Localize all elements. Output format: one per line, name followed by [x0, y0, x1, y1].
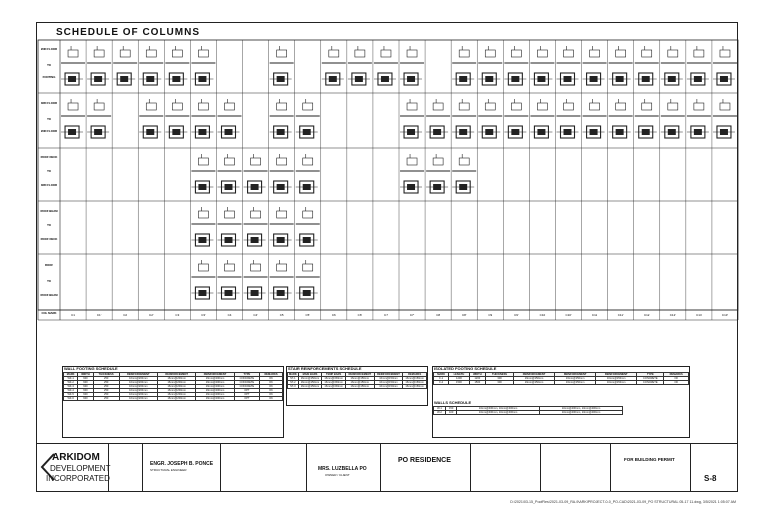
column-section-mark: [94, 50, 104, 57]
column-mark-label: C2': [149, 313, 154, 317]
row-label: ROOF: [44, 263, 54, 267]
column-section-mark: [668, 103, 678, 110]
table-cell: WF-3: [64, 385, 78, 389]
column-section-mark: [68, 103, 78, 110]
table-cell: 16mm@200mm: [196, 377, 234, 381]
column-section-mark: [303, 211, 313, 218]
table-cell: 10mm@400mm, 10mm@400mm: [457, 411, 540, 415]
row-label: ROOF DECK: [40, 237, 58, 241]
table-cell: 16mm@150mm: [345, 381, 374, 385]
table-cell: 16mm@200mm: [119, 397, 157, 401]
column-section-mark: [459, 158, 469, 165]
row-label: TO: [47, 63, 51, 67]
column-mark-label: C1: [71, 313, 75, 317]
column-section-mark: [277, 158, 287, 165]
table-cell: 16mm@200mm: [196, 393, 234, 397]
walls-table: [433, 406, 623, 415]
table-cell: 16mm@150mm: [403, 377, 427, 381]
table-cell: 16mm@150mm: [555, 381, 596, 385]
table-cell: WF-4: [64, 389, 78, 393]
column-section-mark: [537, 103, 547, 110]
stair-title: STAIR REINFORCEMENTS SCHEDULE: [288, 366, 362, 371]
row-label: 3RD FLOOR: [40, 101, 58, 105]
table-header: TEMP BARS: [322, 373, 346, 377]
column-section-mark: [251, 158, 261, 165]
column-section-mark: [511, 50, 521, 57]
table-cell: 16mm@200mm: [119, 393, 157, 397]
column-mark-label: C10': [565, 313, 572, 317]
table-row: [64, 397, 283, 401]
wall-footing-title: WALL FOOTING SCHEDULE: [64, 366, 118, 371]
column-section-mark: [225, 103, 235, 110]
column-section-mark: [485, 103, 495, 110]
table-cell: 10mm@400mm, 10mm@400mm: [457, 407, 540, 411]
table-cell: 250: [93, 385, 119, 389]
table-cell: 16mm@200mm: [196, 389, 234, 393]
table-cell: ST-3: [288, 385, 299, 389]
column-section-mark: [694, 103, 704, 110]
table-cell: W-1: [434, 407, 446, 411]
column-mark-label: C8': [461, 313, 467, 317]
table-cell: 16mm@150mm: [403, 385, 427, 389]
table-cell: 16mm@150mm: [374, 377, 403, 381]
table-cell: 10mm@400mm, 10mm@400mm: [540, 411, 623, 415]
table-cell: 16mm@200mm: [119, 381, 157, 385]
column-section-mark: [511, 103, 521, 110]
column-section-mark: [303, 158, 313, 165]
column-mark-label: C3: [175, 313, 180, 317]
walls-schedule-title: WALLS SCHEDULE: [434, 400, 472, 405]
table-cell: 600: [78, 381, 93, 385]
column-section-mark: [146, 103, 156, 110]
sheet-title: SCHEDULE OF COLUMNS: [56, 27, 200, 38]
table-cell: 1200: [449, 377, 469, 381]
column-mark-label: C7: [384, 313, 388, 317]
table-header: REMARKS: [260, 373, 283, 377]
column-mark-label: C7': [409, 313, 415, 317]
table-cell: 16mm@150mm: [345, 377, 374, 381]
column-section-mark: [407, 158, 417, 165]
table-header: MARK: [288, 373, 297, 376]
table-cell: 16mm@200mm: [158, 389, 196, 393]
table-header: LENGTH: [449, 373, 469, 377]
column-mark-label: C12': [669, 313, 676, 317]
tb-divider: [108, 443, 109, 492]
table-cell: 16mm@150mm: [345, 385, 374, 389]
column-mark-label: C12: [643, 313, 650, 317]
column-section-mark: [433, 158, 443, 165]
table-cell: 300: [486, 377, 514, 381]
table-row: [434, 411, 623, 415]
table-cell: 16mm@200mm: [119, 377, 157, 381]
column-section-mark: [381, 50, 391, 57]
table-cell: 600: [78, 389, 93, 393]
table-header: WIDTH: [78, 373, 93, 377]
column-mark-label: C13: [696, 313, 702, 317]
column-section-mark: [329, 50, 339, 57]
column-section-mark: [225, 211, 235, 218]
row-label: ROOF BEAM: [40, 293, 58, 297]
table-cell: 16mm@150mm: [298, 381, 322, 385]
column-mark-label: C6': [357, 313, 363, 317]
column-mark-label: C11: [591, 313, 598, 317]
column-section-mark: [251, 264, 261, 271]
column-section-mark: [277, 50, 287, 57]
column-section-mark: [564, 103, 574, 110]
table-header: WIDTH: [469, 373, 486, 377]
column-section-mark: [433, 103, 443, 110]
table-cell: WF-6: [64, 397, 78, 401]
table-cell: CONCRETE: [637, 381, 664, 385]
table-header: REMARKS: [403, 373, 427, 377]
column-section-mark: [590, 50, 600, 57]
column-section-mark: [198, 103, 208, 110]
tb-divider: [220, 443, 221, 492]
table-cell: 16mm@200mm: [196, 397, 234, 401]
table-cell: 1500: [469, 381, 486, 385]
column-section-mark: [198, 264, 208, 271]
table-cell: 16mm@200mm: [158, 381, 196, 385]
table-header: REINFORCEMENT: [196, 373, 234, 377]
engineer-role: STRUCTURAL ENGINEER: [150, 468, 187, 472]
row-label: TO: [47, 117, 51, 121]
table-cell: WF-1: [64, 377, 78, 381]
row-label: TO: [47, 169, 51, 173]
column-section-mark: [459, 103, 469, 110]
column-section-mark: [277, 264, 287, 271]
project-name: PO RESIDENCE: [398, 457, 451, 464]
table-cell: OK: [260, 393, 283, 397]
table-header: REINFORCEMENT: [596, 373, 637, 377]
table-row: [288, 377, 427, 381]
table-header: MARK: [64, 373, 78, 377]
column-section-mark: [590, 103, 600, 110]
table-cell: 16mm@150mm: [374, 381, 403, 385]
column-section-mark: [616, 50, 626, 57]
column-section-mark: [198, 158, 208, 165]
table-cell: 250: [93, 377, 119, 381]
table-cell: 600: [78, 397, 93, 401]
table-cell: 600: [78, 377, 93, 381]
table-cell: OK: [260, 389, 283, 393]
table-cell: CONCRETE: [234, 381, 259, 385]
column-section-mark: [198, 50, 208, 57]
table-header: REINFORCEMENT: [119, 373, 157, 377]
table-cell: W-2: [434, 411, 446, 415]
column-section-mark: [225, 158, 235, 165]
table-cell: 250: [93, 389, 119, 393]
table-cell: 16mm@200mm: [158, 397, 196, 401]
column-mark-label: C5: [279, 313, 284, 317]
column-mark-label: C9': [514, 313, 519, 317]
row-label: ROOF BEAM: [40, 209, 58, 213]
table-cell: 250: [93, 397, 119, 401]
column-section-mark: [198, 211, 208, 218]
table-cell: WF-5: [64, 393, 78, 397]
table-cell: OPT: [234, 397, 259, 401]
table-header: MARK: [434, 373, 449, 377]
column-section-mark: [277, 103, 287, 110]
row-label: 2ND FLOOR: [40, 47, 58, 51]
table-row: [288, 381, 427, 385]
column-mark-label: C3': [201, 313, 206, 317]
column-section-mark: [720, 50, 730, 57]
tb-divider: [380, 443, 381, 492]
column-section-mark: [720, 103, 730, 110]
tb-divider: [540, 443, 541, 492]
row-label: TO: [47, 223, 51, 227]
row-label: 2ND FLOOR: [40, 129, 58, 133]
table-cell: F-2: [434, 381, 449, 385]
table-cell: WF-2: [64, 381, 78, 385]
column-section-mark: [355, 50, 365, 57]
table-cell: 16mm@150mm: [555, 377, 596, 381]
table-cell: CONCRETE: [234, 377, 259, 381]
table-header: MAIN BARS: [298, 373, 322, 377]
column-section-mark: [120, 50, 130, 57]
table-cell: CONCRETE: [234, 385, 259, 389]
column-section-mark: [407, 103, 417, 110]
table-cell: 16mm@200mm: [196, 381, 234, 385]
permit-purpose: FOR BUILDING PERMIT: [624, 457, 675, 462]
table-cell: 600: [78, 393, 93, 397]
column-section-mark: [277, 211, 287, 218]
table-cell: 16mm@150mm: [513, 377, 554, 381]
company-name-1: ARKIDOM: [52, 452, 100, 463]
table-cell: 16mm@150mm: [298, 385, 322, 389]
table-cell: 150: [446, 407, 457, 411]
table-cell: 16mm@150mm: [513, 381, 554, 385]
table-cell: 16mm@150mm: [298, 377, 322, 381]
table-cell: 100: [446, 411, 457, 415]
table-cell: OK: [664, 377, 689, 381]
column-section-mark: [172, 103, 182, 110]
table-header: REMARKS: [664, 373, 689, 377]
table-cell: 1500: [449, 381, 469, 385]
column-section-mark: [694, 50, 704, 57]
column-section-mark: [225, 264, 235, 271]
table-cell: 16mm@150mm: [374, 385, 403, 389]
row-label: FOOTING: [42, 75, 56, 79]
column-section-mark: [68, 50, 78, 57]
table-cell: OK: [260, 397, 283, 401]
tb-divider: [610, 443, 611, 492]
table-header: REINFORCEMENT: [555, 373, 596, 377]
row-label: 3RD FLOOR: [40, 183, 58, 187]
column-section-mark: [642, 50, 652, 57]
table-cell: 16mm@200mm: [119, 389, 157, 393]
company-name-3: INCORPORATED: [46, 474, 110, 483]
tb-divider: [690, 443, 691, 492]
file-path-footer: D:\2021\03-15_PoofRes\2021-03-09_RA-9\ARKIPROJECT-0-0_PO-CAD\2021-03-09_PO STRUCTURAL 05-17 11.dwg, 3/5/2021 1:05:07 AM: [510, 500, 736, 504]
table-cell: ST-1: [288, 377, 299, 381]
row-label: ROOF DECK: [40, 155, 58, 159]
column-mark-label: C5': [305, 313, 310, 317]
column-mark-label: C6: [331, 313, 336, 317]
stair-table: [287, 372, 427, 389]
column-mark-label: C10: [539, 313, 546, 317]
table-cell: 250: [93, 381, 119, 385]
table-cell: OK: [664, 381, 689, 385]
table-header: THICKNESS: [486, 373, 514, 377]
table-header: REINFORCEMENT: [513, 373, 554, 377]
table-header: REINFORCEMENT: [345, 373, 374, 377]
table-cell: OPT: [234, 389, 259, 393]
column-mark-label: C4': [253, 313, 258, 317]
table-cell: OK: [260, 385, 283, 389]
table-cell: 16mm@200mm: [158, 393, 196, 397]
row-label: COL MARK: [41, 311, 57, 315]
column-mark-label: C13': [721, 313, 729, 317]
table-header: THICKNESS: [93, 373, 119, 377]
column-mark-label: C1': [96, 313, 102, 317]
column-section-mark: [564, 50, 574, 57]
table-cell: OPT: [234, 393, 259, 397]
column-mark-label: C2: [123, 313, 128, 317]
engineer-name: ENGR. JOSEPH B. PONCE: [150, 461, 214, 467]
row-label: TO: [47, 279, 51, 283]
table-cell: CONCRETE: [637, 377, 664, 381]
table-row: [288, 385, 427, 389]
tb-divider: [470, 443, 471, 492]
table-cell: 16mm@200mm: [196, 385, 234, 389]
sheet-number: S-8: [704, 474, 717, 483]
company-name-2: DEVELOPMENT: [50, 464, 111, 473]
column-section-mark: [616, 103, 626, 110]
column-section-mark: [668, 50, 678, 57]
column-mark-label: C9: [488, 313, 493, 317]
table-header: TYPE: [234, 373, 259, 377]
table-cell: OK: [260, 377, 283, 381]
table-cell: 600: [78, 385, 93, 389]
table-cell: 16mm@150mm: [322, 377, 346, 381]
table-cell: 16mm@150mm: [596, 381, 637, 385]
column-mark-label: C11': [617, 313, 624, 317]
tb-divider: [306, 443, 307, 492]
column-section-mark: [537, 50, 547, 57]
column-section-mark: [94, 103, 104, 110]
isolated-footing-title: ISOLATED FOOTING SCHEDULE: [434, 366, 497, 371]
table-header: REINFORCEMENT: [374, 373, 403, 377]
column-section-mark: [146, 50, 156, 57]
wall-footing-table: [63, 372, 283, 401]
table-cell: ST-2: [288, 381, 299, 385]
column-mark-label: C8: [436, 313, 441, 317]
column-section-mark: [459, 50, 469, 57]
table-cell: 16mm@200mm: [158, 377, 196, 381]
column-mark-label: C4: [227, 313, 232, 317]
isolated-footing-table: [433, 372, 689, 385]
table-cell: 250: [93, 393, 119, 397]
owner-role: OWNER / CLIENT: [325, 473, 350, 477]
table-cell: F-1: [434, 377, 449, 381]
table-cell: 16mm@150mm: [322, 385, 346, 389]
column-section-mark: [485, 50, 495, 57]
table-cell: 16mm@150mm: [596, 377, 637, 381]
column-section-mark: [251, 211, 261, 218]
table-header: REINFORCEMENT: [158, 373, 196, 377]
table-cell: 1200: [469, 377, 486, 381]
column-section-mark: [172, 50, 182, 57]
tb-divider: [142, 443, 143, 492]
column-section-mark: [407, 50, 417, 57]
column-section-mark: [642, 103, 652, 110]
table-cell: 16mm@200mm: [119, 385, 157, 389]
table-cell: 16mm@200mm: [158, 385, 196, 389]
table-cell: 10mm@400mm, 10mm@400mm: [540, 407, 623, 411]
column-section-mark: [303, 264, 313, 271]
owner-name: MRS. LUZBELLA PO: [318, 466, 367, 472]
table-cell: 300: [486, 381, 514, 385]
table-cell: OK: [260, 381, 283, 385]
table-header: TYPE: [637, 373, 664, 377]
column-section-mark: [303, 103, 313, 110]
table-cell: 16mm@150mm: [403, 381, 427, 385]
table-cell: 16mm@150mm: [322, 381, 346, 385]
table-row: [434, 381, 689, 385]
